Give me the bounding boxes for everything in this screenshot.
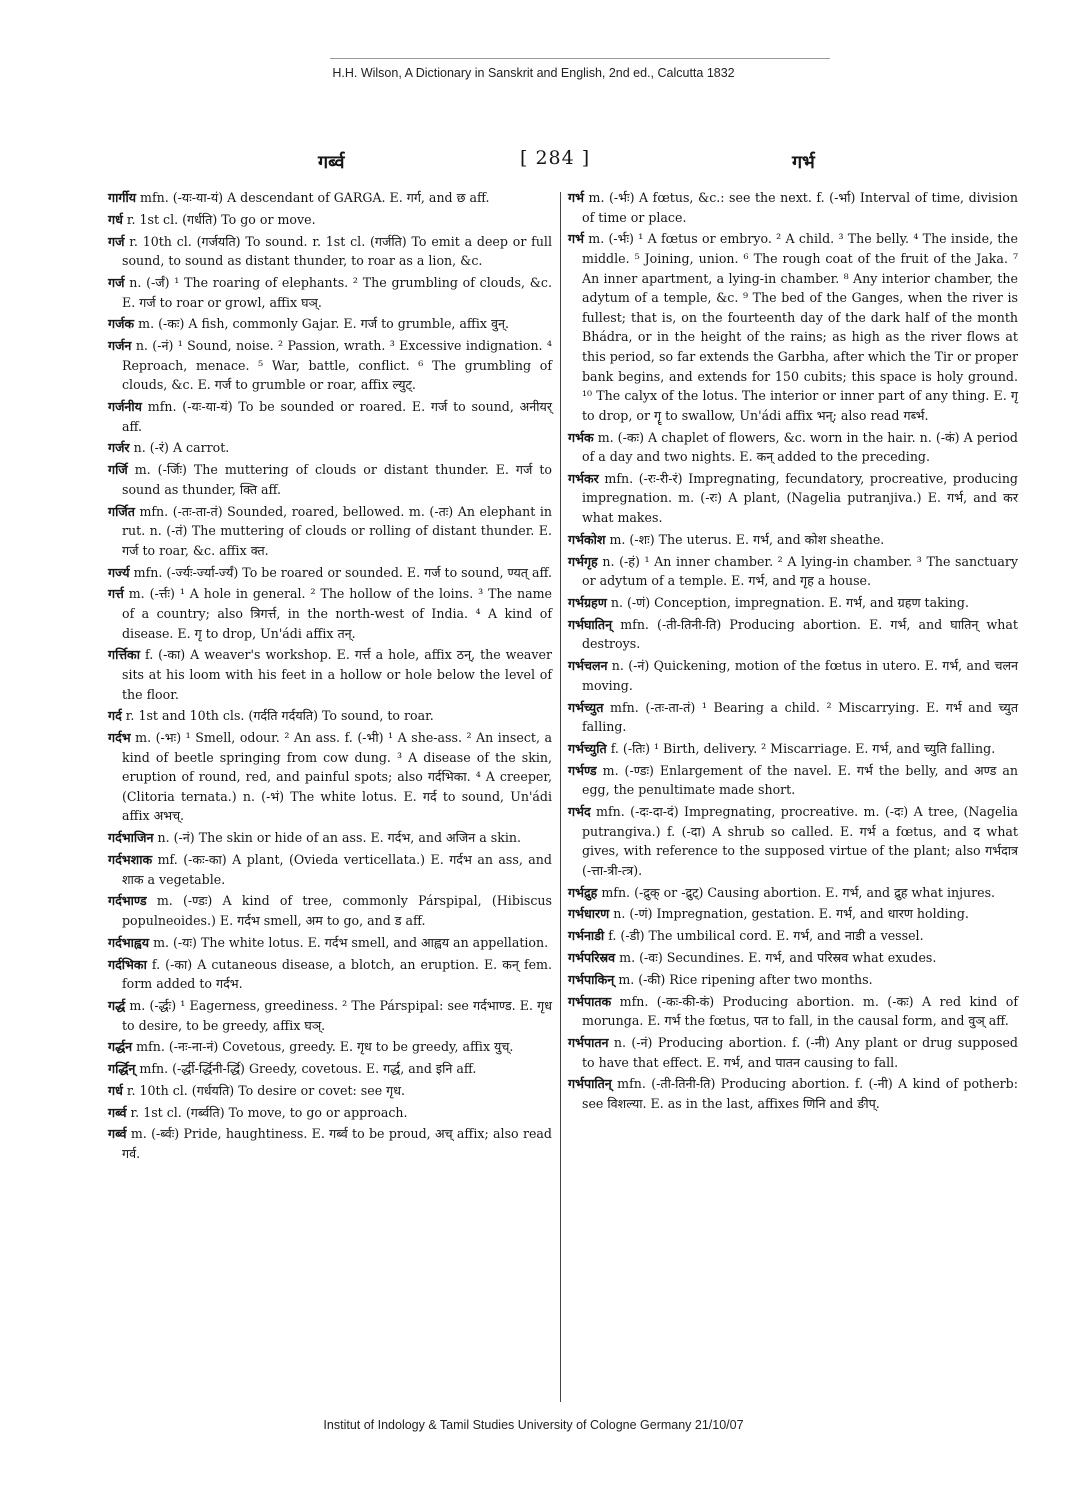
dictionary-entry [108,850,552,889]
dictionary-entry [568,229,1018,425]
dictionary-entry [568,970,1018,990]
dictionary-entry [108,584,552,643]
entry-headword: गर्ज [108,274,125,290]
source-header: H.H. Wilson, A Dictionary in Sanskrit and English, 2nd ed., Calcutta 1832 [332,66,735,80]
entry-headword: गर्भण्ड [568,762,597,778]
dictionary-entry [108,955,552,994]
entry-headword: गर्द्धिन् [108,1061,136,1077]
entry-headword: गर्दभाण्ड [108,893,147,909]
entry-definition: r. 1st and 10th cls. (गर्दति गर्दयति) To sound, to roar. [125,708,434,724]
dictionary-entry [108,1081,552,1101]
dictionary-entry [568,992,1018,1031]
dictionary-entry [568,883,1018,903]
dictionary-entry [568,469,1018,528]
entry-headword: गर्भक [568,429,594,445]
dictionary-entry [108,273,552,312]
dictionary-entry [108,188,552,208]
dictionary-entry [568,188,1018,227]
dictionary-entry [108,336,552,395]
entry-definition: mfn. (-द्रुक् or -द्रुट्) Causing abortion. E. गर्भ, and द्रुह what injures. [601,884,996,900]
entry-definition: f. (-का) A weaver's workshop. E. गर्त्त a hole, affix ठन्, the weaver sits at his loom with his feet in a hollow or hole below the level of the floor. [122,647,552,702]
entry-definition: f. (-तिः) ¹ Birth, delivery. ² Miscarriage. E. गर्भ, and च्युति falling. [610,740,996,756]
dictionary-entry [568,552,1018,591]
entry-definition: m. (-शः) The uterus. E. गर्भ, and कोश sheathe. [609,531,885,547]
entry-headword: गर्भपाकिन् [568,971,615,987]
entry-definition: n. (-नं) Quickening, motion of the fœtus in utero. E. गर्भ, and चलन moving. [582,658,1018,693]
entry-headword: गर्भच्युति [568,740,607,756]
dictionary-entry [568,926,1018,946]
entry-definition: n. (-नं) The skin or hide of an ass. E. गर्दभ, and अजिन a skin. [157,830,521,846]
entry-headword: गर्द [108,708,122,724]
entry-definition: mfn. (-नः-ना-नं) Covetous, greedy. E. गृध to be greedy, affix युच्. [136,1039,514,1055]
entry-headword: गार्गीय [108,190,137,205]
footer-note: Institut of Indology & Tamil Studies University of Cologne Germany 21/10/07 [323,1418,744,1432]
dictionary-entry [568,615,1018,654]
entry-headword: गर्जि [108,462,128,478]
dictionary-entry [108,728,552,826]
entry-definition: m. (-कः) A chaplet of flowers, &c. worn in the hair. n. (-कं) A period of a day and two nights. E. कन् added to the preceding. [582,429,1018,465]
dictionary-entry [568,948,1018,968]
entry-headword: गर्भच्युत [568,699,604,715]
entry-definition: mfn. (-यः-या-यं) To be sounded or roared. E. गर्ज to sound, अनीयर् aff. [122,399,552,434]
top-rule [330,58,830,59]
entry-headword: गर्जनीय [108,399,142,415]
entry-headword: गर्जक [108,316,135,332]
dictionary-entry [568,1033,1018,1072]
dictionary-entry [568,656,1018,695]
entry-definition: f. (-डी) The umbilical cord. E. गर्भ, and नाडी a vessel. [608,928,924,944]
entry-headword: गर्ज्य [108,564,130,580]
entry-headword: गर्भ [568,190,584,205]
entry-headword: गर्जित [108,503,135,519]
entry-headword: गर्भधारण [568,906,610,922]
entry-headword: गर्भघातिन् [568,616,613,632]
entry-headword: गर्दभशाक [108,852,153,867]
entry-headword: गर्त्तिका [108,647,140,663]
dictionary-entry [568,1074,1018,1113]
entry-definition: n. (-र्जं) ¹ The roaring of elephants. ² The grumbling of clouds, &c. E. गर्ज to roar or growl, affix घञ्. [122,274,552,310]
dictionary-entry [108,314,552,334]
entry-definition: mfn. (-तः-ता-तं) ¹ Bearing a child. ² Miscarrying. E. गर्भ and च्युत falling. [582,699,1018,735]
entry-headword: गर्दभाह्वय [108,934,150,950]
entry-definition: n. (-हं) ¹ An inner chamber. ² A lying-in chamber. ³ The sanctuary or adytum of a temple. E. गर्भ, and गृह a house. [582,553,1018,589]
dictionary-entry [108,1059,552,1079]
entry-definition: m. (-र्त्तः) ¹ A hole in general. ² The hollow of the loins. ³ The name of a country; also त्रिगर्त्त, in the north-west of India. ⁴ A kind of disease. E. गृ to drop, Un'ádi affix तन्. [122,586,552,641]
entry-definition: m. (-र्ब्वः) Pride, haughtiness. E. गर्ब्व to be proud, अच् affix; also read गर्व. [122,1126,552,1161]
entry-definition: m. (-वः) Secundines. E. गर्भ, and परिस्रव what exudes. [619,949,937,965]
dictionary-entry [108,210,552,230]
entry-definition: m. (-ण्डः) Enlargement of the navel. E. गर्भ the belly, and अण्ड an egg, the penultimate made short. [582,762,1018,798]
dictionary-entry [108,397,552,436]
left-column [108,188,552,1166]
entry-headword: गर्भपातक [568,993,612,1009]
entry-definition: m. (-कः) A fish, commonly Gajar. E. गर्ज to grumble, affix वुन्. [138,316,509,332]
entry-headword: गर्जर [108,440,130,456]
entry-definition: f. (-का) A cutaneous disease, a blotch, an eruption. E. कन् fem. form added to गर्दभ. [122,956,552,992]
entry-headword: गर्ब्व [108,1126,127,1142]
entry-headword: गर्दभ [108,730,131,746]
entry-headword: गर्जन [108,338,132,354]
entry-definition: m. (-र्भः) A fœtus, &c.: see the next. f. (-र्भा) Interval of time, division of time or place. [582,190,1018,225]
dictionary-entry [108,1103,552,1123]
entry-definition: mfn. (-दः-दा-दं) Impregnating, procreative. m. (-दः) A tree, (Nagelia putrangiva.) f. (-दा) A shrub so called. E. गर्भ a fœtus, and द what gives, with reference to the supposed virtue of the plant; also गर्भदात्र (-त्ता-त्री-त्त्र). [582,804,1018,878]
dictionary-entry [568,593,1018,613]
entry-definition: m. (-भः) ¹ Smell, odour. ² An ass. f. (-भी) ¹ A she-ass. ² An insect, a kind of beetle springing from cow dung. ³ A disease of the skin, eruption of round, red, and painful spots; also गर्दभिका. ⁴ A creeper, (Clitoria ternata.) n. (-भं) The white lotus. E. गर्द to sound, Un'ádi affix अभच्. [122,730,552,824]
dictionary-entry [108,891,552,930]
entry-definition: m. (-र्द्धः) ¹ Eagerness, greediness. ² The Párspipal: see गर्दभाण्ड. E. गृध to desire, to be greedy, affix घञ्. [122,997,552,1033]
dictionary-entry [108,828,552,848]
entry-headword: गर्भगृह [568,553,598,569]
entry-definition: mfn. (-र्ज्यः-र्ज्या-र्ज्यं) To be roared or sounded. E. गर्ज to sound, ण्यत् aff. [133,564,552,580]
right-column [568,188,1018,1116]
dictionary-entry [568,698,1018,737]
dictionary-entry [108,232,552,271]
entry-definition: mfn. (-ती-तिनी-ति) Producing abortion. f. (-नी) A kind of potherb: see विशल्या. E. as in the last, affixes णिनि and ङीप्. [582,1076,1018,1111]
dictionary-entry [568,761,1018,800]
dictionary-entry [108,1124,552,1163]
entry-headword: गर्भचलन [568,658,608,674]
entry-definition: r. 10th cl. (गर्जयति) To sound. r. 1st cl. (गर्जति) To emit a deep or full sound, to sound as distant thunder, to roar as a lion, &c. [122,233,552,269]
entry-headword: गर्त्त [108,586,124,602]
entry-headword: गर्द्ध [108,997,126,1013]
dictionary-entry [108,1037,552,1057]
dictionary-entry [108,502,552,561]
entry-definition: mfn. (-कः-की-कं) Producing abortion. m. (-कः) A red kind of morunga. E. गर्भ the fœtus, पत to fall, in the causal form, and वुञ् aff. [582,993,1018,1029]
entry-headword: गर्ज [108,233,125,249]
entry-headword: गर्ध [108,211,123,227]
entry-headword: गर्दभिका [108,956,147,972]
entry-headword: गर्दभाजिन [108,830,154,846]
entry-definition: mfn. (-र्द्धी-र्द्धिनी-र्द्धि) Greedy, covetous. E. गर्द्ध, and इनि aff. [139,1061,477,1077]
entry-headword: गर्भकर [568,470,599,486]
dictionary-entry [108,996,552,1035]
dictionary-entry [108,563,552,583]
dictionary-entry [108,645,552,704]
dictionary-entry [568,428,1018,467]
dictionary-entry [568,530,1018,550]
entry-definition: r. 1st cl. (गर्धति) To go or move. [126,211,316,227]
entry-definition: n. (-नं) ¹ Sound, noise. ² Passion, wrath. ³ Excessive indignation. ⁴ Reproach, menace. ⁵ War, battle, conflict. ⁶ The grumbling of clouds, &c. E. गर्ज to grumble or roar, affix ल्युट्. [122,338,552,393]
entry-definition: mfn. (-ती-तिनी-ति) Producing abortion. E. गर्भ, and घातिन् what destroys. [582,616,1018,652]
column-divider [560,192,561,1402]
entry-definition: m. (-र्भः) ¹ A fœtus or embryo. ² A child. ³ The belly. ⁴ The inside, the middle. ⁵ Joining, union. ⁶ The rough coat of the fruit of the Jaka. ⁷ An inner apartment, a lying-in chamber. ⁸ Any interior chamber, the adytum of a temple, &c. ⁹ The bed of the Ganges, when the river is fullest; that is, on the fourteenth day of the dark half of the month Bhádra, or in the height of the rains; as high as the river flows at this period, so far extends the Garbha, after which the Tir or proper bank begins, and extends for 150 cubits; this space is holy ground. ¹⁰ The calyx of the lotus. The interior or inner part of any thing. E. गृ to drop, or गॄ to swallow, Un'ádi affix भन्; also read गर्ब्भ. [582,231,1018,423]
entry-definition: n. (-णं) Impregnation, gestation. E. गर्भ, and धारण holding. [613,906,969,922]
entry-headword: गर्भपरिस्रव [568,949,616,965]
entry-headword: गर्भपातिन् [568,1076,612,1092]
dictionary-entry [108,933,552,953]
entry-definition: m. (-की) Rice ripening after two months. [618,971,873,987]
entry-definition: r. 1st cl. (गर्ब्वति) To move, to go or approach. [130,1104,408,1120]
entry-headword: गर्द्धन [108,1039,133,1055]
page-number: [ 284 ] [520,147,591,169]
running-head-right: गर्भ [792,152,815,173]
entry-headword: गर्भद्रुह [568,884,598,900]
entry-headword: गर्भ [568,231,584,247]
entry-definition: mf. (-कः-का) A plant, (Ovieda verticellata.) E. गर्दभ an ass, and शाक a vegetable. [122,852,552,887]
entry-definition: mfn. (-तः-ता-तं) Sounded, roared, bellowed. m. (-तः) An elephant in rut. n. (-तं) The muttering of clouds or rolling of distant thunder. E. गर्ज to roar, &c. affix क्त. [122,503,552,558]
entry-definition: n. (-णं) Conception, impregnation. E. गर्भ, and ग्रहण taking. [610,595,969,610]
dictionary-entry [108,706,552,726]
dictionary-entry [568,802,1018,880]
dictionary-entry [108,438,552,458]
entry-definition: mfn. (-यः-या-यं) A descendant of GARGA. E. गर्ग, and छ aff. [140,190,490,205]
entry-headword: गर्भपातन [568,1034,609,1050]
entry-definition: n. (-नं) Producing abortion. f. (-नी) Any plant or drug supposed to have that effect. E. गर्भ, and पातन causing to fall. [582,1034,1018,1070]
entry-headword: गर्भनाडी [568,928,605,944]
entry-definition: m. (-र्जिः) The muttering of clouds or distant thunder. E. गर्ज to sound as thunder, क्ति aff. [122,462,552,497]
entry-headword: गर्ब्व [108,1104,127,1120]
entry-headword: गर्भकोश [568,531,606,547]
entry-headword: गर्ध [108,1082,123,1098]
dictionary-entry [108,460,552,499]
entry-headword: गर्भग्रहण [568,595,607,610]
running-head-left: गर्ब्व [318,152,345,173]
entry-definition: m. (-ण्डः) A kind of tree, commonly Párspipal, (Hibiscus populneoides.) E. गर्दभ smell, अम to go, and ड aff. [122,893,552,928]
entry-definition: r. 10th cl. (गर्धयति) To desire or covet: see गृध. [126,1082,406,1098]
dictionary-entry [568,904,1018,924]
dictionary-entry [568,739,1018,759]
entry-definition: mfn. (-रः-री-रं) Impregnating, fecundatory, procreative, producing impregnation. m. (-रः) A plant, (Nagelia putranjiva.) E. गर्भ, and कर what makes. [582,470,1018,526]
entry-definition: m. (-यः) The white lotus. E. गर्दभ smell, and आह्वय an appellation. [153,934,549,950]
entry-definition: n. (-रं) A carrot. [133,440,230,456]
entry-headword: गर्भद [568,804,591,820]
